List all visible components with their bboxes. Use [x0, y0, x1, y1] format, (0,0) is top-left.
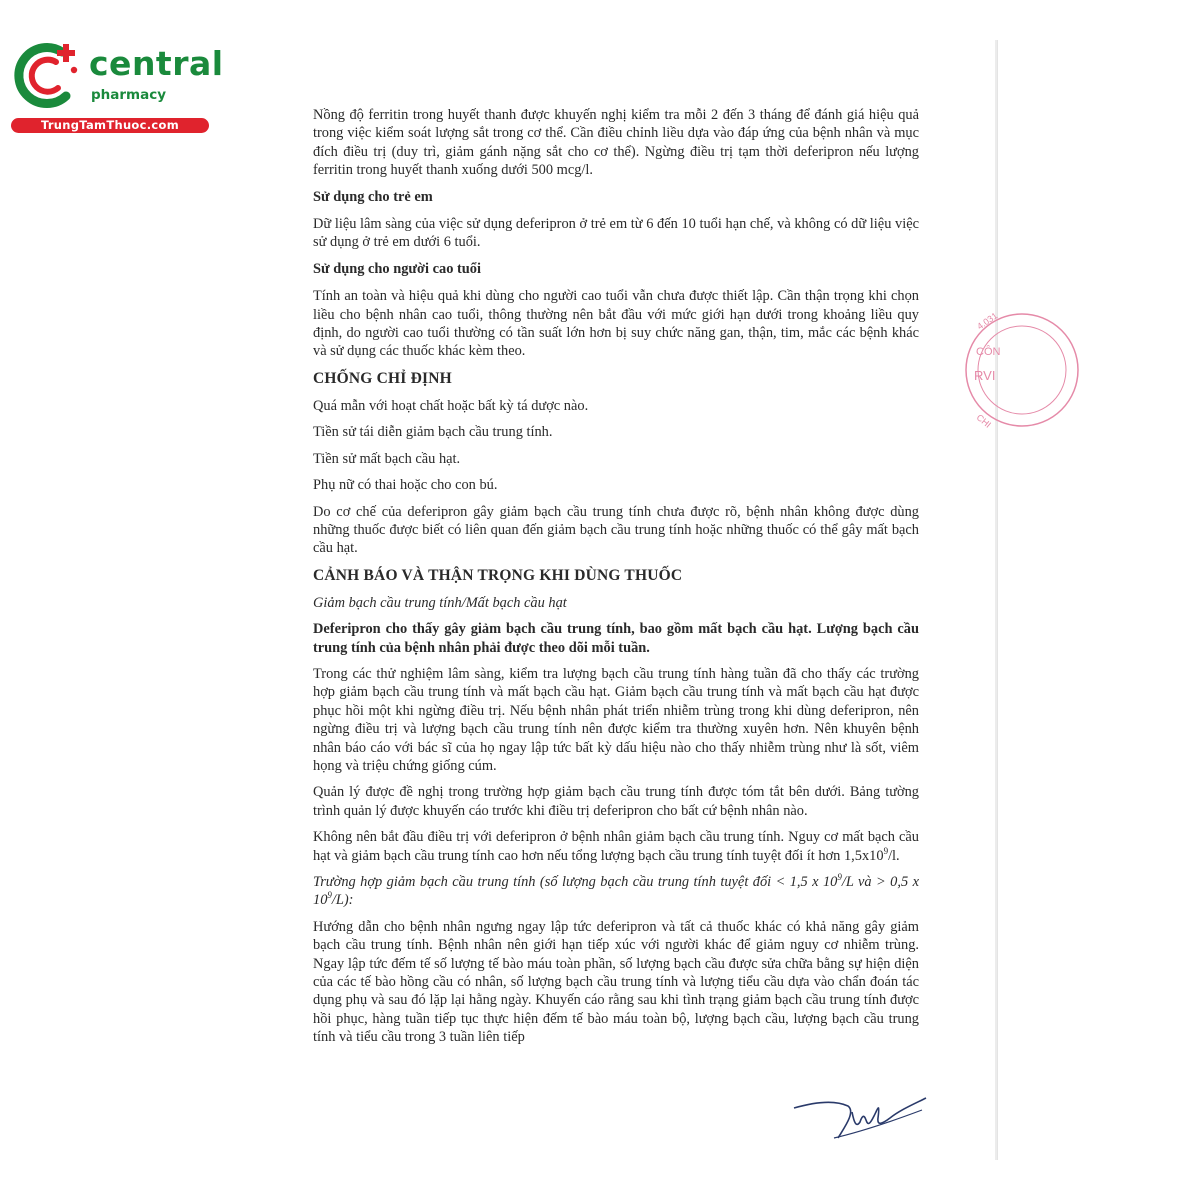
exponent: 9: [327, 890, 332, 901]
paragraph-children: Dữ liệu lâm sàng của việc sử dụng deferipron ở trẻ em từ 6 đến 10 tuổi hạn chế, và không có dữ liệu việc sử dụng ở trẻ em dưới 6 tuổi.: [313, 216, 919, 251]
paragraph-management: Quản lý được đề nghị trong trường hợp giảm bạch cầu trung tính được tóm tắt bên dưới. Bảng tường trình quản lý được khuyến cáo trước khi điều trị deferipron cho bất cứ bệnh nhân nào.: [313, 784, 919, 819]
paragraph-trials: Trong các thử nghiệm lâm sàng, kiểm tra lượng bạch cầu trung tính hàng tuần đã cho thấy các trường hợp giảm bạch cầu trung tính và mất bạch cầu hạt. Giảm bạch cầu trung tính và mất bạch cầu hạt được phục hồi một khi ngừng điều trị. Nếu bệnh nhân phát triển nhiễm trùng trong khi dùng deferipron, nên ngừng điều trị và lượng bạch cầu trung tính nên được kiểm tra thường xuyên hơn. Nên khuyên bệnh nhân báo cáo với bác sĩ của họ ngay lập tức bất kỳ dấu hiệu nào cho thấy nhiễm trùng như là sốt, viêm họng và triệu chứng giống cúm.: [313, 665, 919, 774]
contra-item: Tiền sử mất bạch cầu hạt.: [313, 450, 461, 467]
page-edge: [995, 40, 997, 1160]
contra-item: Phụ nữ có thai hoặc cho con bú.: [313, 477, 498, 494]
case-text-c: /L):: [331, 892, 354, 909]
stamp-text-1: 4.031: [975, 310, 1000, 332]
stamp-text-4: CHI: [974, 412, 993, 430]
contra-item: Tiền sử tái diễn giảm bạch cầu trung tính.: [313, 424, 553, 441]
heading-elderly: Sử dụng cho người cao tuổi: [313, 260, 481, 277]
paragraph-guidance: Hướng dẫn cho bệnh nhân ngưng ngay lập tức deferipron và tất cả thuốc khác có khả năng gây giảm bạch cầu trung tính. Bệnh nhân nên giới hạn tiếp xúc với người khác để giảm nguy cơ nhiễm trùng. Ngay lập tức đếm tế số lượng tế bào máu toàn phần, số lượng bạch cầu được sửa chữa bằng sự hiện diện của các tế bào hồng cầu có nhân, số lượng bạch cầu trung tính và lượng tiểu cầu dựa vào chẩn đoán tác dụng phụ và sau đó lặp lại hằng ngày. Khuyến cáo rằng sau khi tình trạng giảm bạch cầu trung tính được hồi phục, hàng tuần tiếp tục thực hiện đếm tế bào máu toàn bộ, lượng bạch cầu, lượng bạch cầu trung tính và tiểu cầu trong 3 tuần liên tiếp: [313, 918, 919, 1046]
boxed-warning: Deferipron cho thấy gây giảm bạch cầu trung tính, bao gồm mất bạch cầu hạt. Lượng bạch cầu trung tính của bệnh nhân phải được theo dõi mỗi tuần.: [313, 621, 919, 656]
no-start-unit: /l.: [888, 847, 900, 864]
signature: [790, 1088, 930, 1143]
paragraph-elderly: Tính an toàn và hiệu quả khi dùng cho người cao tuổi vẫn chưa được thiết lập. Cần thận trọng khi chọn liều cho bệnh nhân cao tuổi, thông thường nên bắt đầu với mức giới hạn dưới trong khoảng liều quy định, do người cao tuổi thường có tần suất lớn hơn bị suy chức năng gan, thận, tim, mắc các bệnh khác và sử dụng các thuốc khác kèm theo.: [313, 288, 919, 360]
exponent: 9: [883, 845, 889, 856]
contra-item: Quá mẫn với hoạt chất hoặc bất kỳ tá dược nào.: [313, 397, 589, 414]
paragraph-no-start: [313, 828, 919, 865]
heading-warnings: CẢNH BÁO VÀ THẬN TRỌNG KHI DÙNG THUỐC: [313, 566, 683, 584]
heading-contraindications: CHỐNG CHỈ ĐỊNH: [313, 369, 452, 387]
stamp-text-2: CÔN: [976, 346, 1001, 358]
subheading-neutropenia: Giảm bạch cầu trung tính/Mất bạch cầu hạt: [313, 594, 567, 611]
site-url-badge[interactable]: TrungTamThuoc.com: [11, 118, 209, 133]
document-body: [313, 106, 919, 1055]
stamp-text-3: RVI: [974, 368, 996, 383]
logo-c-icon: [10, 36, 90, 116]
paragraph-contra-mechanism: Do cơ chế của deferipron gây giảm bạch cầu trung tính chưa được rõ, bệnh nhân không được dùng những thuốc được biết có liên quan đến giảm bạch cầu trung tính hoặc những thuốc có thể gây mất bạch cầu hạt.: [313, 503, 919, 557]
no-start-text: Không nên bắt đầu điều trị với deferipron ở bệnh nhân giảm bạch cầu trung tính. Nguy cơ mất bạch cầu hạt và giảm bạch cầu trung tính cao hơn nếu tổng lượng bạch cầu trung tính tuyệt đối ít hơn 1,5x10: [313, 829, 919, 864]
brand-subtitle: pharmacy: [91, 87, 167, 103]
heading-children: Sử dụng cho trẻ em: [313, 188, 433, 205]
exponent: 9: [837, 872, 842, 883]
stamp-fragment: [962, 300, 1001, 440]
paragraph-ferritin: Nồng độ ferritin trong huyết thanh được khuyến nghị kiểm tra mỗi 2 đến 3 tháng để đánh giá hiệu quả trong việc kiểm soát lượng sắt trong cơ thể. Cần điều chỉnh liều dựa vào đáp ứng của bệnh nhân và mục đích điều trị (duy trì, giảm gánh nặng sắt cho cơ thể). Ngừng điều trị tạm thời deferipron nếu lượng ferritin trong huyết thanh xuống dưới 500 mcg/l.: [313, 107, 919, 179]
brand-name: central: [89, 44, 224, 83]
case-text-b: /L và > 0,5 x 10: [313, 874, 919, 909]
case-text-a: Trường hợp giảm bạch cầu trung tính (số lượng bạch cầu trung tính tuyệt đối < 1,5 x 10: [313, 874, 838, 890]
case-heading: [313, 873, 919, 910]
